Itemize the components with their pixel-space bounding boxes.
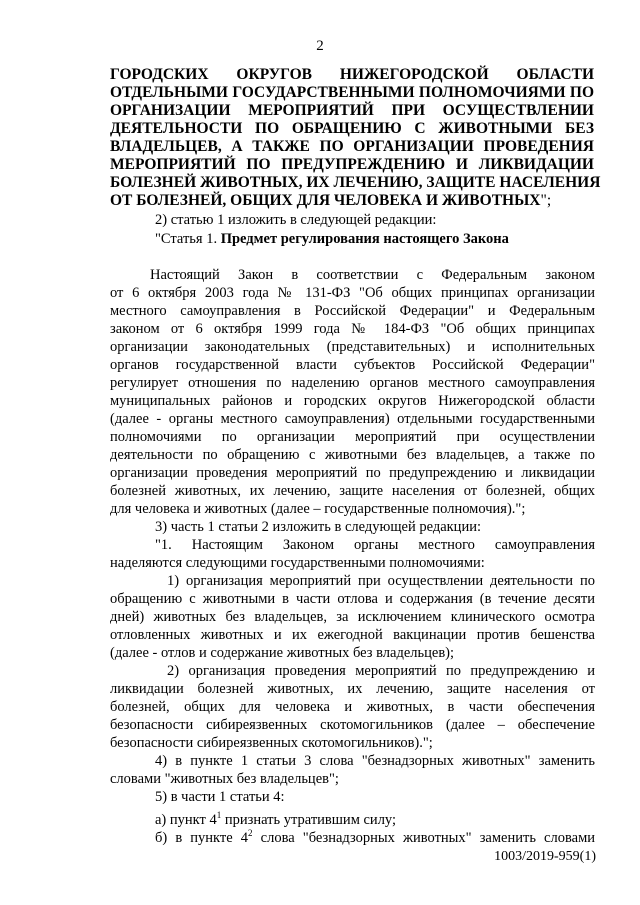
- article-heading: Предмет регулирования настоящего Закона: [220, 231, 509, 247]
- item-5b-superscript: 2: [248, 828, 253, 838]
- subitem-2-line: ликвидации болезней животных, их лечению, защите населения от: [110, 681, 595, 697]
- item-5: 5) в части 1 статьи 4:: [155, 789, 285, 805]
- subitem-2-line: безопасности сибиреязвенных скотомогильников (далее – обеспечение: [110, 717, 595, 733]
- part-1-line: "1. Настоящим Законом органы местного самоуправления: [155, 537, 595, 553]
- title-line: ОТ БОЛЕЗНЕЙ, ОБЩИХ ДЛЯ ЧЕЛОВЕКА И ЖИВОТНЫХ: [110, 192, 541, 209]
- paragraph-line: органов государственной власти субъектов Российской Федерации": [110, 357, 595, 373]
- title-tail: ";: [540, 192, 552, 209]
- title-line: ОТДЕЛЬНЫМИ ГОСУДАРСТВЕННЫМИ ПОЛНОМОЧИЯМИ ПО: [110, 84, 594, 101]
- part-1-line: наделяются следующими государственными полномочиями:: [110, 555, 485, 571]
- paragraph-line: местного самоуправления в Российской Федерации" и Федеральным: [110, 303, 595, 319]
- subitem-1-line: дней) животных без владельцев, за исключением клинического осмотра: [110, 609, 595, 625]
- paragraph-line: от 6 октября 2003 года № 131-ФЗ "Об общих принципах организации: [110, 285, 595, 301]
- paragraph-line: регулирует отношения по наделению органов местного самоуправления: [110, 375, 595, 391]
- paragraph-line: деятельности по обращению с животными без владельцев, а также по: [110, 447, 595, 463]
- title-line: ВЛАДЕЛЬЦЕВ, А ТАКЖЕ ПО ОРГАНИЗАЦИИ ПРОВЕДЕНИЯ: [110, 138, 594, 155]
- paragraph-line: болезней животных, их лечению, защите населения от болезней, общих: [110, 483, 595, 499]
- item-2: 2) статью 1 изложить в следующей редакции:: [155, 212, 437, 228]
- article-1-heading-line: [155, 230, 595, 248]
- paragraph-line: (далее - органы местного самоуправления) отдельными государственными: [110, 411, 595, 427]
- title-line: ОРГАНИЗАЦИИ МЕРОПРИЯТИЙ ПРИ ОСУЩЕСТВЛЕНИИ: [110, 102, 594, 119]
- paragraph-line: законом от 6 октября 1999 года № 184-ФЗ "Об общих принципах: [110, 321, 595, 337]
- title-line: ДЕЯТЕЛЬНОСТИ ПО ОБРАЩЕНИЮ С ЖИВОТНЫМИ БЕЗ: [110, 120, 594, 137]
- paragraph-line: Настоящий Закон в соответствии с Федеральным законом: [150, 267, 595, 283]
- item-5a-superscript: 1: [216, 810, 222, 820]
- paragraph-line: организации проведения мероприятий по предупреждению и ликвидации: [110, 465, 595, 481]
- item-4-line: 4) в пункте 1 статьи 3 слова "безнадзорных животных" заменить: [155, 753, 595, 769]
- title-line: МЕРОПРИЯТИЙ ПО ПРЕДУПРЕЖДЕНИЮ И ЛИКВИДАЦИИ: [110, 156, 594, 173]
- paragraph-line: полномочиями по организации мероприятий при осуществлении: [110, 429, 595, 445]
- paragraph-line: муниципальных районов и городских округов Нижегородской области: [110, 393, 595, 409]
- item-5a-text-end: признать утратившим силу;: [221, 811, 397, 828]
- subitem-1-line: отловленных животных и их ежегодной вакцинации против бешенства: [110, 627, 595, 643]
- item-5a-text: а) пункт 4: [155, 811, 217, 828]
- title-line-last: [110, 192, 594, 210]
- subitem-2-line: 2) организация проведения мероприятий по предупреждению и: [167, 663, 595, 679]
- subitem-2-line: болезней, общих для человека и животных, в части обеспечения: [110, 699, 595, 715]
- item-3: 3) часть 1 статьи 2 изложить в следующей редакции:: [155, 519, 481, 535]
- subitem-1-line: обращению с животными в части отлова и содержания (в течение десяти: [110, 591, 595, 607]
- subitem-1-line: 1) организация мероприятий при осуществлении деятельности по: [167, 573, 595, 589]
- article-prefix: "Статья 1.: [155, 231, 221, 247]
- subitem-2-line: безопасности сибиреязвенных скотомогильников).";: [110, 735, 433, 751]
- item-5b: [155, 824, 595, 847]
- paragraph-line: организации законодательных (представительных) и исполнительных: [110, 339, 595, 355]
- title-line: ГОРОДСКИХ ОКРУГОВ НИЖЕГОРОДСКОЙ ОБЛАСТИ: [110, 66, 594, 83]
- title-line: БОЛЕЗНЕЙ ЖИВОТНЫХ, ИХ ЛЕЧЕНИЮ, ЗАЩИТЕ НАСЕЛЕНИЯ: [110, 174, 601, 191]
- document-code: 1003/2019-959(1): [494, 849, 596, 864]
- item-5b-text: б) в пункте 4: [155, 829, 249, 846]
- item-4-line: словами "животных без владельцев";: [110, 771, 339, 787]
- page-number: 2: [316, 38, 324, 54]
- item-5b-text-end: слова "безнадзорных животных" заменить словами: [252, 829, 596, 846]
- subitem-1-line: (далее - отлов и содержание животных без владельцев);: [110, 645, 455, 661]
- paragraph-line: для человека и животных (далее – государственные полномочия).";: [110, 501, 526, 517]
